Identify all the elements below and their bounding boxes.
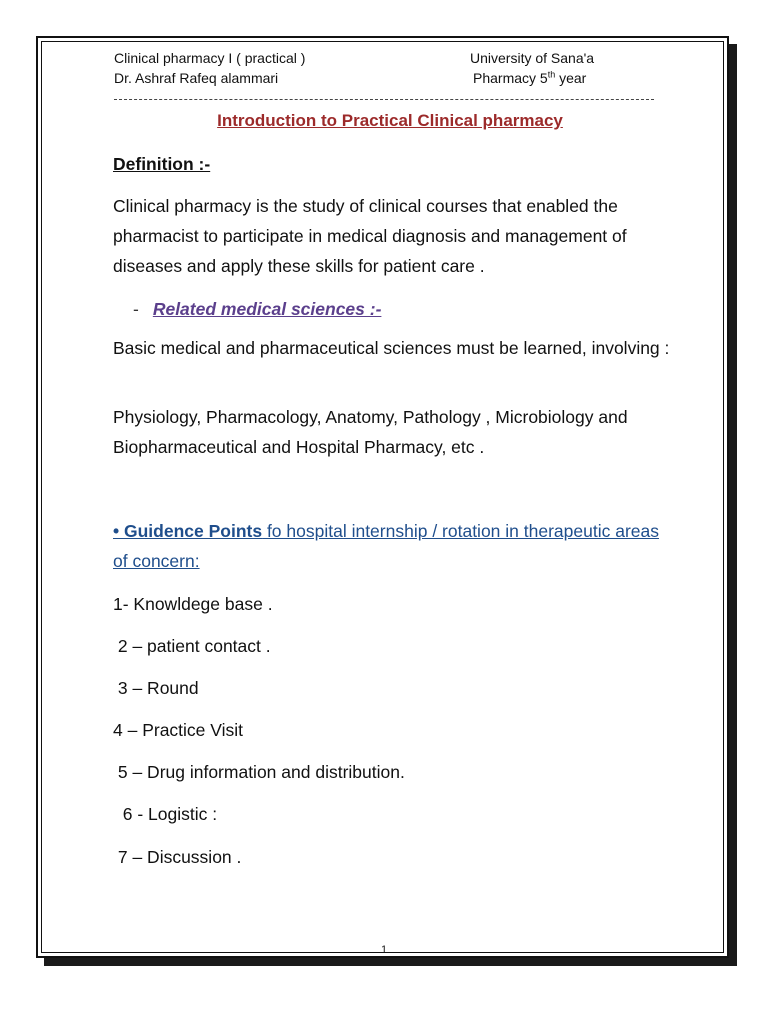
instructor-name: Dr. Ashraf Rafeq alammari <box>114 70 279 86</box>
list-item: 1- Knowldege base . <box>113 594 273 614</box>
list-item: 3 – Round <box>113 678 199 698</box>
basic-sciences-paragraph: Basic medical and pharmaceutical sciences must be learned, involving : <box>113 338 670 358</box>
page-number: 1 <box>380 944 388 956</box>
year-label: year <box>555 70 587 86</box>
list-item: 4 – Practice Visit <box>113 720 244 740</box>
list-item: 5 – Drug information and distribution. <box>113 762 405 782</box>
header-left <box>114 48 305 88</box>
guidance-heading <box>113 516 673 576</box>
related-heading-label: Related medical sciences :- <box>152 299 382 319</box>
year-suffix: th <box>547 69 556 80</box>
definition-heading: Definition :- <box>113 154 211 174</box>
program-year <box>470 68 594 88</box>
guidance-rest-label: fo hospital internship / rotation in therapeutic areas of concern: <box>113 521 659 571</box>
list-item: 7 – Discussion . <box>113 847 242 867</box>
program-label: Pharmacy 5 <box>473 70 548 86</box>
guidance-bold-label: • Guidence Points <box>113 521 263 541</box>
definition-paragraph: Clinical pharmacy is the study of clinical courses that enabled the pharmacist to participate in medical diagnosis and management of diseases and apply these skills for patient care . <box>113 196 627 276</box>
header-right <box>470 48 594 88</box>
sciences-list-paragraph: Physiology, Pharmacology, Anatomy, Pathology , Microbiology and Biopharmaceutical and Hospital Pharmacy, etc . <box>113 407 628 457</box>
header-divider <box>114 99 654 100</box>
list-dash: - <box>133 299 139 319</box>
document-title: Introduction to Practical Clinical pharmacy <box>217 111 563 130</box>
university-name: University of Sana'a <box>470 50 595 66</box>
course-name: Clinical pharmacy I ( practical ) <box>114 50 306 66</box>
list-item: 2 – patient contact . <box>113 636 271 656</box>
list-item: 6 - Logistic : <box>113 804 218 824</box>
related-heading <box>133 294 693 324</box>
